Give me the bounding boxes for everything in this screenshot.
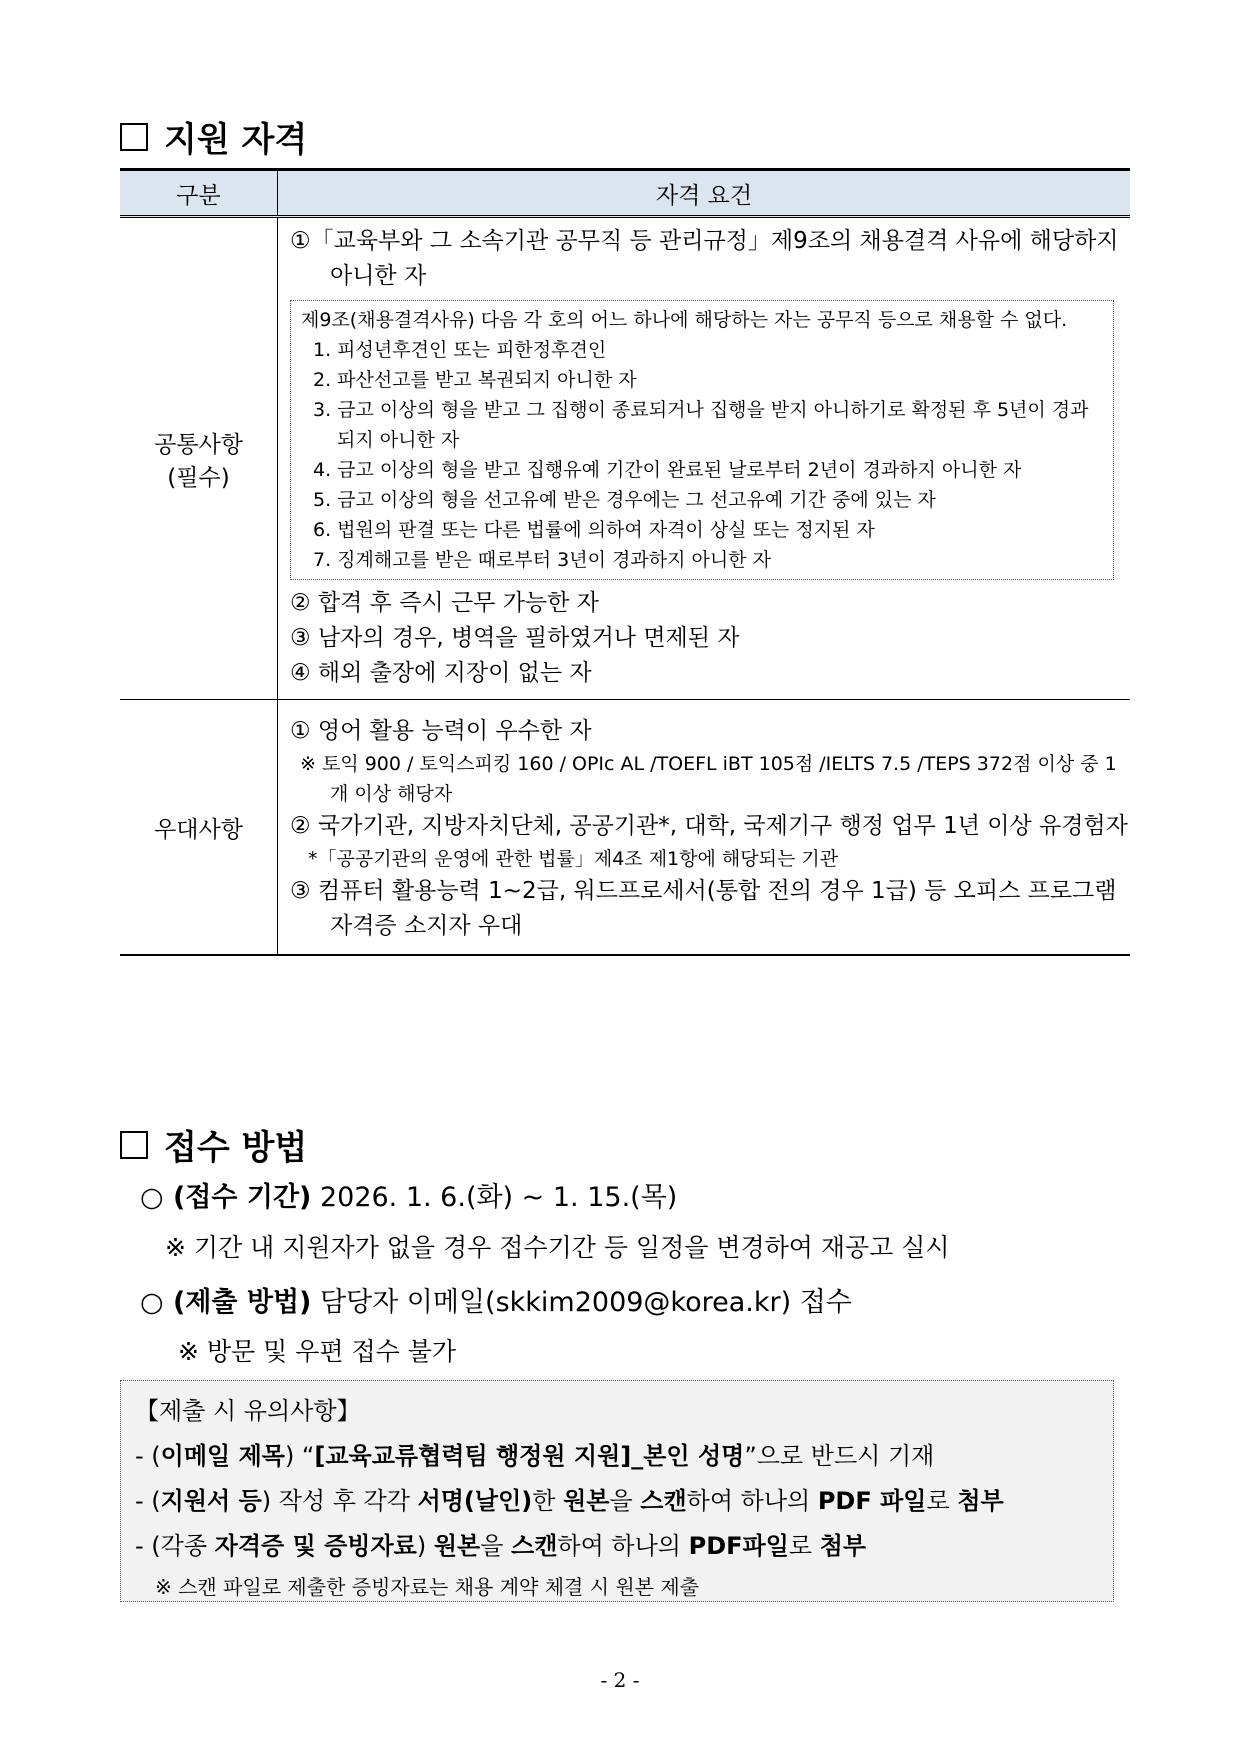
col-header-category: 구분: [120, 170, 278, 217]
label: ○ (제출 방법): [140, 1287, 312, 1318]
qualification-table: [120, 168, 1130, 956]
note: ※ 기간 내 지원자가 없을 경우 접수기간 등 일정을 변경하여 재공고 실시: [165, 1233, 950, 1262]
row-label-preferred: 우대사항: [120, 700, 278, 956]
checkbox-square-icon: [120, 1131, 148, 1159]
requirement-item: ④ 해외 출장에 지장이 없는 자: [290, 660, 592, 686]
law-item: 2. 파산선고를 받고 복권되지 아니한 자: [313, 369, 637, 391]
checkbox-square-icon: [120, 123, 148, 151]
requirement-item: ③ 남자의 경우, 병역을 필하였거나 면제된 자: [290, 625, 740, 651]
value: 2026. 1. 6.(화) ~ 1. 15.(목): [311, 1182, 678, 1213]
preferred-item: ③ 컴퓨터 활용능력 1~2급, 워드프로세서(통합 전의 경우 1급) 등 오피스 프로그램 자격증 소지자 우대: [290, 878, 1117, 939]
law-item: 1. 피성년후견인 또는 피한정후견인: [313, 339, 607, 361]
preferred-item: ② 국가기관, 지방자치단체, 공공기관*, 대학, 국제기구 행정 업무 1년 이상 유경험자: [290, 813, 1128, 839]
submission-method: [140, 1280, 852, 1319]
law-item: 5. 금고 이상의 형을 선고유예 받은 경우에는 그 선고유예 기간 중에 있는 자: [313, 489, 936, 511]
label: 공통사항: [154, 431, 243, 458]
notice-line: - (지원서 등) 작성 후 각각 서명(날인)한 원본을 스캔하여 하나의 PDF 파일로 첨부: [135, 1487, 1004, 1515]
col-header-requirements: 자격 요건: [278, 170, 1131, 217]
section-heading-qualifications: [120, 112, 307, 161]
law-excerpt-box: [290, 300, 1114, 580]
requirement-item: ①「교육부와 그 소속기관 공무직 등 관리규정」제9조의 채용결격 사유에 해당하지 아니한 자: [290, 228, 1119, 289]
label: ○ (접수 기간): [140, 1182, 312, 1213]
heading-text: 지원 자격: [164, 120, 308, 160]
preferred-item: ① 영어 활용 능력이 우수한 자: [290, 718, 592, 744]
notice-line: - (각종 자격증 및 증빙자료) 원본을 스캔하여 하나의 PDF파일로 첨부: [135, 1532, 867, 1560]
section-heading-application: [120, 1120, 307, 1169]
table-row: [120, 217, 1130, 700]
preferred-note: ※ 토익 900 / 토익스피킹 160 / OPIc AL /TOEFL iBT 105점 /IELTS 7.5 /TEPS 372점 이상 중 1개 이상 해당자: [300, 753, 1117, 805]
law-item: 7. 징계해고를 받은 때로부터 3년이 경과하지 아니한 자: [313, 549, 771, 571]
requirement-item: ② 합격 후 즉시 근무 가능한 자: [290, 590, 599, 616]
value: 담당자 이메일(skkim2009@korea.kr) 접수: [311, 1287, 852, 1318]
notice-footnote: ※ 스캔 파일로 제출한 증빙자료는 채용 계약 체결 시 원본 제출: [155, 1575, 700, 1599]
page-number: - 2 -: [600, 1668, 640, 1692]
application-period: [140, 1175, 677, 1214]
heading-text: 접수 방법: [164, 1128, 308, 1168]
submission-notice-box: [120, 1380, 1114, 1602]
law-item: 3. 금고 이상의 형을 받고 그 집행이 종료되거나 집행을 받지 아니하기로 확정된 후 5년이 경과되지 아니한 자: [313, 399, 1089, 451]
law-item: 6. 법원의 판결 또는 다른 법률에 의하여 자격이 상실 또는 정지된 자: [313, 519, 875, 541]
label: (필수): [167, 464, 230, 491]
law-intro: 제9조(채용결격사유) 다음 각 호의 어느 하나에 해당하는 자는 공무직 등으로 채용할 수 없다.: [301, 309, 1068, 331]
notice-line: - (이메일 제목) “[교육교류협력팀 행정원 지원]_본인 성명”으로 반드시 기재: [135, 1442, 935, 1470]
note: ※ 방문 및 우편 접수 불가: [178, 1337, 457, 1366]
preferred-note: *「공공기관의 운영에 관한 법률」제4조 제1항에 해당되는 기관: [308, 848, 839, 870]
table-row: [120, 700, 1130, 956]
law-item: 4. 금고 이상의 형을 받고 집행유예 기간이 완료된 날로부터 2년이 경과하지 아니한 자: [313, 459, 1022, 481]
row-label-common: [120, 217, 278, 700]
notice-title: 【제출 시 유의사항】: [135, 1397, 361, 1425]
